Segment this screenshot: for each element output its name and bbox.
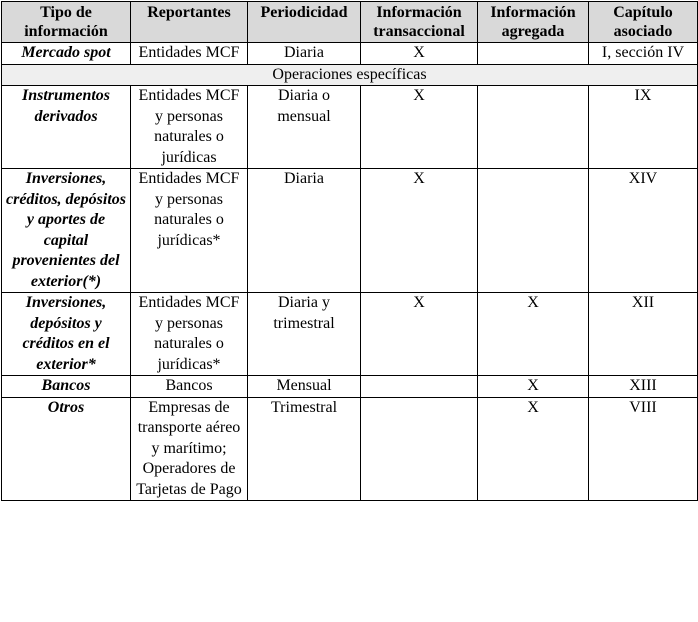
row-transaccional-mark: X bbox=[361, 293, 478, 376]
row-tipo: Bancos bbox=[2, 376, 131, 398]
row-periodicidad: Diaria y trimestral bbox=[248, 293, 361, 376]
row-agregada-mark: X bbox=[478, 293, 589, 376]
section-label: Operaciones específicas bbox=[2, 64, 698, 86]
row-agregada-mark bbox=[478, 169, 589, 293]
row-transaccional-mark: X bbox=[361, 86, 478, 169]
row-tipo: Inversiones, créditos, depósitos y aportes de capital provenientes del exterior(*) bbox=[2, 169, 131, 293]
table-row-otros bbox=[2, 397, 698, 501]
row-tipo: Instrumentos derivados bbox=[2, 86, 131, 169]
row-periodicidad: Mensual bbox=[248, 376, 361, 398]
row-periodicidad: Trimestral bbox=[248, 397, 361, 501]
header-tipo-informacion: Tipo de información bbox=[2, 2, 131, 43]
row-agregada-mark: X bbox=[478, 397, 589, 501]
table-row-mercado-spot bbox=[2, 43, 698, 65]
header-row bbox=[2, 2, 698, 43]
row-transaccional-mark bbox=[361, 376, 478, 398]
row-periodicidad: Diaria o mensual bbox=[248, 86, 361, 169]
row-capitulo: I, sección IV bbox=[589, 43, 698, 65]
row-capitulo: VIII bbox=[589, 397, 698, 501]
row-reportantes: Entidades MCF y personas naturales o jurídicas* bbox=[131, 293, 248, 376]
header-informacion-transaccional: Información transaccional bbox=[361, 2, 478, 43]
table-body bbox=[2, 43, 698, 501]
row-capitulo: IX bbox=[589, 86, 698, 169]
row-periodicidad: Diaria bbox=[248, 169, 361, 293]
table-row-inversiones-exterior bbox=[2, 293, 698, 376]
information-types-table bbox=[1, 1, 698, 501]
header-capitulo-asociado: Capítulo asociado bbox=[589, 2, 698, 43]
row-reportantes: Entidades MCF y personas naturales o jurídicas* bbox=[131, 169, 248, 293]
header-informacion-agregada: Información agregada bbox=[478, 2, 589, 43]
row-tipo: Inversiones, depósitos y créditos en el exterior* bbox=[2, 293, 131, 376]
row-tipo: Mercado spot bbox=[2, 43, 131, 65]
table-row-inversiones-provenientes bbox=[2, 169, 698, 293]
row-transaccional-mark: X bbox=[361, 169, 478, 293]
row-capitulo: XIV bbox=[589, 169, 698, 293]
row-reportantes: Empresas de transporte aéreo y marítimo; Operadores de Tarjetas de Pago bbox=[131, 397, 248, 501]
table-header bbox=[2, 2, 698, 43]
row-capitulo: XII bbox=[589, 293, 698, 376]
row-periodicidad: Diaria bbox=[248, 43, 361, 65]
row-reportantes: Entidades MCF bbox=[131, 43, 248, 65]
row-agregada-mark bbox=[478, 43, 589, 65]
row-agregada-mark: X bbox=[478, 376, 589, 398]
table-row-bancos bbox=[2, 376, 698, 398]
row-capitulo: XIII bbox=[589, 376, 698, 398]
section-row bbox=[2, 64, 698, 86]
row-reportantes: Bancos bbox=[131, 376, 248, 398]
header-periodicidad: Periodicidad bbox=[248, 2, 361, 43]
row-agregada-mark bbox=[478, 86, 589, 169]
row-transaccional-mark: X bbox=[361, 43, 478, 65]
header-reportantes: Reportantes bbox=[131, 2, 248, 43]
row-reportantes: Entidades MCF y personas naturales o jurídicas bbox=[131, 86, 248, 169]
row-transaccional-mark bbox=[361, 397, 478, 501]
table-row-instrumentos-derivados bbox=[2, 86, 698, 169]
row-tipo: Otros bbox=[2, 397, 131, 501]
